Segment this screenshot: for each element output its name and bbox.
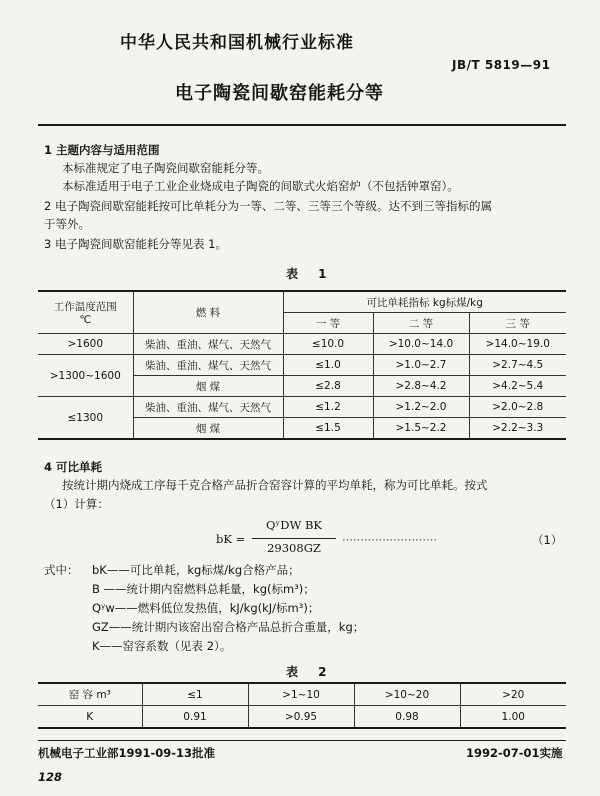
header-rule [38, 124, 566, 126]
grade-2-cell: >2.8~4.2 [373, 376, 469, 397]
fuel-cell: 柴油、重油、煤气、天然气 [133, 397, 283, 418]
table-2-head-label: 窑 容 m³ [38, 683, 142, 706]
formula-leader-dots: ·························· [342, 533, 438, 547]
formula-denominator: 29308GZ [267, 541, 321, 555]
page-number: 128 [38, 770, 63, 784]
grade-2-cell: >10.0~14.0 [373, 334, 469, 355]
formula-number: （1） [532, 533, 563, 547]
section-1-title: 1 主题内容与适用范围 [44, 143, 160, 157]
table-1-caption: 表 1 [286, 267, 335, 281]
grade-2-cell: >1.0~2.7 [373, 355, 469, 376]
definitions-intro: 式中： [44, 563, 79, 577]
k-value-cell: 1.00 [460, 706, 566, 729]
approval-date: 机械电子工业部1991-09-13批准 [38, 746, 216, 760]
grade-1-cell: ≤1.2 [283, 397, 373, 418]
grade-3-cell: >2.7~4.5 [469, 355, 566, 376]
table-1-head-grade-1: 一 等 [283, 313, 373, 334]
grade-1-cell: ≤10.0 [283, 334, 373, 355]
grade-3-cell: >4.2~5.4 [469, 376, 566, 397]
table-1 [38, 290, 566, 440]
table-2-head-col: >1~10 [248, 683, 354, 706]
section-1-para-2: 本标准适用于电子工业企业烧成电子陶瓷的间歇式火焰窑炉（不包括钟罩窑）。 [62, 179, 459, 193]
section-4-title: 4 可比单耗 [44, 460, 103, 474]
table-2-head-col: >10~20 [354, 683, 460, 706]
grade-1-cell: ≤1.0 [283, 355, 373, 376]
issuing-organization: 中华人民共和国机械行业标准 [120, 33, 354, 53]
section-4-para-line-2: （1）计算： [44, 497, 109, 511]
table-1-head-grade-2: 二 等 [373, 313, 469, 334]
formula-numerator: QʸDW BK [265, 518, 323, 532]
k-value-cell: >0.95 [248, 706, 354, 729]
table-row [38, 706, 566, 729]
footer-rule [38, 740, 566, 741]
table-row [38, 355, 566, 376]
range-cell: >1600 [38, 334, 133, 355]
section-2-line-2: 于等外。 [44, 217, 90, 231]
definition-bk: bK——可比单耗，kg标煤/kg合格产品； [92, 563, 300, 577]
fuel-cell: 烟 煤 [133, 418, 283, 440]
grade-1-cell: ≤2.8 [283, 376, 373, 397]
formula-fraction-bar [252, 538, 336, 539]
range-cell: ≤1300 [38, 397, 133, 440]
fuel-cell: 柴油、重油、煤气、天然气 [133, 355, 283, 376]
range-cell: >1300~1600 [38, 355, 133, 397]
section-2-line-1: 2 电子陶瓷间歇窑能耗按可比单耗分为一等、二等、三等三个等级。达不到三等指标的属 [44, 199, 492, 213]
k-value-cell: 0.91 [142, 706, 248, 729]
grade-1-cell: ≤1.5 [283, 418, 373, 440]
grade-3-cell: >2.0~2.8 [469, 397, 566, 418]
table-1-head-range [38, 291, 133, 334]
definition-b: B ——统计期内窑燃料总耗量，kg(标m³)； [92, 582, 315, 596]
definition-gz: GZ——统计期内该窑出窑合格产品总折合重量，kg； [92, 620, 365, 634]
grade-2-cell: >1.5~2.2 [373, 418, 469, 440]
section-4-para-line-1: 按统计期内烧成工序每千克合格产品折合窑容计算的平均单耗，称为可比单耗。按式 [62, 478, 488, 492]
table-1-head-grade-3: 三 等 [469, 313, 566, 334]
document-title: 电子陶瓷间歇窑能耗分等 [175, 83, 384, 104]
table-2 [38, 682, 566, 729]
head-range-label: 工作温度范围 [53, 301, 117, 313]
table-2-head-col: ≤1 [142, 683, 248, 706]
definition-qdw: Qʸw——燃料低位发热值，kJ/kg(kJ/标m³)； [92, 601, 320, 615]
table-row [38, 334, 566, 355]
table-1-head-index: 可比单耗指标 kg标煤/kg [283, 291, 566, 313]
fuel-cell: 烟 煤 [133, 376, 283, 397]
table-1-head-fuel: 燃 料 [133, 291, 283, 334]
effective-date: 1992-07-01实施 [466, 746, 563, 760]
formula-lhs: bK = [216, 532, 246, 546]
grade-3-cell: >14.0~19.0 [469, 334, 566, 355]
section-3: 3 电子陶瓷间歇窑能耗分等见表 1。 [44, 237, 227, 251]
k-value-cell: 0.98 [354, 706, 460, 729]
fuel-cell: 柴油、重油、煤气、天然气 [133, 334, 283, 355]
table-2-row-label: K [38, 706, 142, 729]
grade-3-cell: >2.2~3.3 [469, 418, 566, 440]
standard-number: JB/T 5819—91 [452, 58, 551, 72]
definition-k: K——窑容系数（见表 2）。 [92, 639, 232, 653]
grade-2-cell: >1.2~2.0 [373, 397, 469, 418]
head-range-unit: ℃ [79, 314, 92, 326]
table-2-caption: 表 2 [286, 665, 335, 679]
table-2-head-col: >20 [460, 683, 566, 706]
table-row [38, 397, 566, 418]
section-1-para-1: 本标准规定了电子陶瓷间歇窑能耗分等。 [62, 161, 269, 175]
